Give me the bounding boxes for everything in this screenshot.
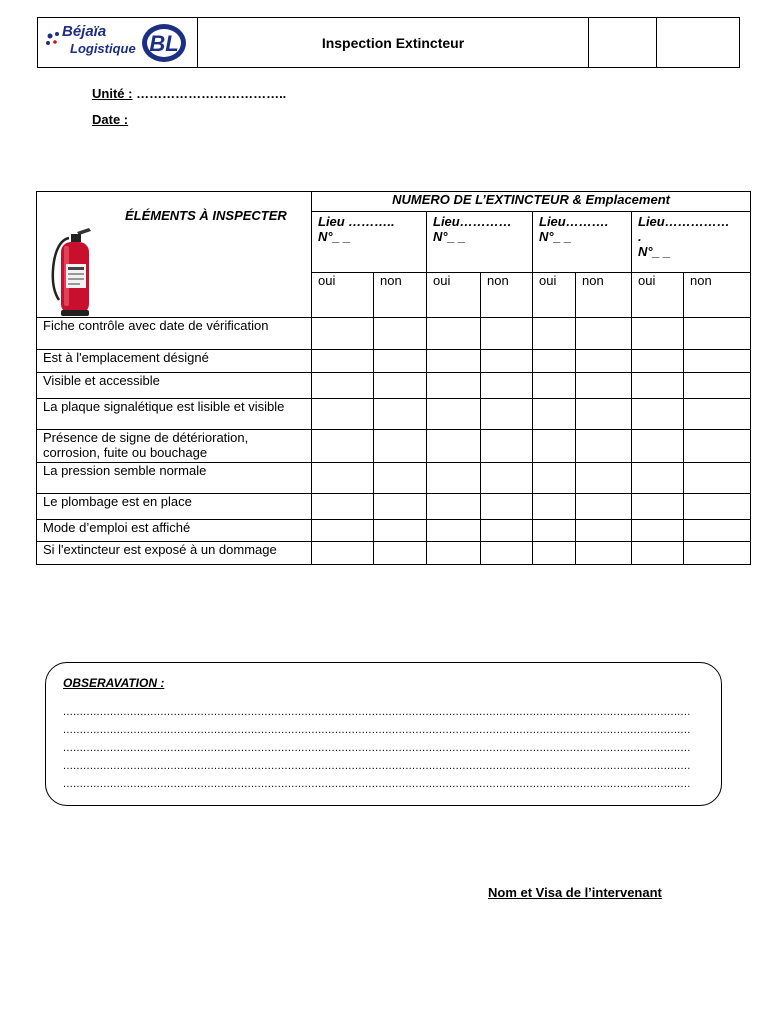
inspection-table — [36, 191, 751, 565]
oui-checkbox-cell[interactable] — [427, 318, 481, 350]
non-checkbox-cell[interactable] — [684, 542, 751, 565]
observation-title: OBSERAVATION : — [63, 676, 165, 690]
inspection-item-label: Si l'extincteur est exposé à un dommage — [37, 542, 312, 565]
non-checkbox-cell[interactable] — [481, 542, 533, 565]
inspection-item-label: Est à l'emplacement désigné — [37, 350, 312, 373]
table-row — [37, 494, 751, 520]
extinguisher-1-numero: N°_ _ — [318, 229, 351, 244]
non-checkbox-cell[interactable] — [374, 520, 427, 542]
non-checkbox-cell[interactable] — [684, 350, 751, 373]
inspection-item-label: Présence de signe de détérioration, corrosion, fuite ou bouchage — [37, 430, 312, 463]
oui-checkbox-cell[interactable] — [632, 350, 684, 373]
extinguisher-1-location[interactable] — [312, 212, 427, 273]
oui-checkbox-cell[interactable] — [312, 399, 374, 430]
inspection-item-label: Mode d’emploi est affiché — [37, 520, 312, 542]
non-checkbox-cell[interactable] — [481, 350, 533, 373]
inspection-item-label: Le plombage est en place — [37, 494, 312, 520]
non-checkbox-cell[interactable] — [684, 463, 751, 494]
extinguisher-3-numero: N°_ _ — [539, 229, 572, 244]
oui-checkbox-cell[interactable] — [427, 542, 481, 565]
oui-checkbox-cell[interactable] — [312, 350, 374, 373]
oui-checkbox-cell[interactable] — [632, 399, 684, 430]
document-header — [37, 17, 740, 68]
non-checkbox-cell[interactable] — [576, 350, 632, 373]
inspection-item-label: La pression semble normale — [37, 463, 312, 494]
non-checkbox-cell[interactable] — [481, 373, 533, 399]
oui-checkbox-cell[interactable] — [312, 463, 374, 494]
numero-header: NUMERO DE L’EXTINCTEUR & Emplacement — [312, 192, 751, 212]
non-checkbox-cell[interactable] — [684, 318, 751, 350]
non-checkbox-cell[interactable] — [374, 350, 427, 373]
date-field[interactable] — [92, 112, 128, 127]
non-checkbox-cell[interactable] — [374, 542, 427, 565]
non-checkbox-cell[interactable] — [374, 318, 427, 350]
oui-checkbox-cell[interactable] — [312, 373, 374, 399]
oui-header: oui — [427, 273, 481, 318]
non-checkbox-cell[interactable] — [481, 430, 533, 463]
oui-checkbox-cell[interactable] — [312, 430, 374, 463]
oui-checkbox-cell[interactable] — [427, 520, 481, 542]
oui-checkbox-cell[interactable] — [632, 463, 684, 494]
non-checkbox-cell[interactable] — [374, 463, 427, 494]
oui-header: oui — [312, 273, 374, 318]
table-row — [37, 373, 751, 399]
non-checkbox-cell[interactable] — [576, 399, 632, 430]
non-checkbox-cell[interactable] — [481, 520, 533, 542]
observation-line[interactable]: ........................................................................................................................................................................................... — [63, 743, 691, 753]
signature-label: Nom et Visa de l’intervenant — [488, 885, 662, 900]
table-row — [37, 542, 751, 565]
table-row — [37, 520, 751, 542]
extinguisher-3-lieu: Lieu………. — [539, 214, 609, 229]
non-checkbox-cell[interactable] — [684, 520, 751, 542]
non-checkbox-cell[interactable] — [481, 399, 533, 430]
observation-line[interactable]: ........................................................................................................................................................................................... — [63, 725, 691, 735]
non-checkbox-cell[interactable] — [684, 494, 751, 520]
non-checkbox-cell[interactable] — [684, 373, 751, 399]
non-checkbox-cell[interactable] — [576, 373, 632, 399]
logo-cell — [38, 18, 198, 67]
oui-header: oui — [632, 273, 684, 318]
unite-field[interactable] — [92, 86, 286, 101]
oui-checkbox-cell[interactable] — [632, 520, 684, 542]
table-row — [37, 399, 751, 430]
oui-checkbox-cell[interactable] — [427, 399, 481, 430]
elements-header-cell — [37, 192, 312, 318]
oui-checkbox-cell[interactable] — [533, 430, 576, 463]
oui-checkbox-cell[interactable] — [533, 350, 576, 373]
oui-checkbox-cell[interactable] — [632, 494, 684, 520]
extinguisher-2-lieu: Lieu………… — [433, 214, 512, 229]
logo-dots-icon — [44, 30, 64, 50]
table-row — [37, 318, 751, 350]
extinguisher-2-numero: N°_ _ — [433, 229, 466, 244]
oui-checkbox-cell[interactable] — [632, 542, 684, 565]
oui-checkbox-cell[interactable] — [632, 430, 684, 463]
date-label: Date : — [92, 112, 129, 127]
oui-checkbox-cell[interactable] — [427, 373, 481, 399]
elements-header: ÉLÉMENTS À INSPECTER — [125, 208, 287, 223]
oui-header: oui — [533, 273, 576, 318]
extinguisher-4-lieu: Lieu…………… — [638, 214, 730, 229]
oui-checkbox-cell[interactable] — [427, 430, 481, 463]
header-ref-cell-2 — [657, 18, 739, 67]
non-checkbox-cell[interactable] — [374, 399, 427, 430]
oui-checkbox-cell[interactable] — [533, 399, 576, 430]
company-logo — [44, 22, 192, 65]
svg-text:BL: BL — [149, 31, 179, 56]
non-checkbox-cell[interactable] — [576, 542, 632, 565]
observation-line[interactable]: ........................................................................................................................................................................................... — [63, 779, 691, 789]
oui-checkbox-cell[interactable] — [533, 463, 576, 494]
non-checkbox-cell[interactable] — [684, 399, 751, 430]
bl-logo-badge-icon — [140, 22, 188, 64]
unite-value[interactable]: …………………………….. — [132, 86, 287, 101]
extinguisher-4-lieu-cont: . — [638, 229, 642, 244]
logo-text-logistique: Logistique — [70, 41, 136, 56]
unite-label: Unité : — [92, 86, 133, 101]
header-ref-cell-1 — [589, 18, 657, 67]
extinguisher-4-numero: N°_ _ — [638, 244, 671, 259]
oui-checkbox-cell[interactable] — [312, 494, 374, 520]
observation-line[interactable]: ........................................................................................................................................................................................... — [63, 707, 691, 717]
oui-checkbox-cell[interactable] — [312, 542, 374, 565]
non-checkbox-cell[interactable] — [576, 463, 632, 494]
extinguisher-2-location[interactable] — [427, 212, 533, 273]
non-checkbox-cell[interactable] — [576, 520, 632, 542]
extinguisher-4-location[interactable] — [632, 212, 751, 273]
observation-line[interactable]: ........................................................................................................................................................................................... — [63, 761, 691, 771]
oui-checkbox-cell[interactable] — [533, 520, 576, 542]
non-checkbox-cell[interactable] — [374, 494, 427, 520]
oui-checkbox-cell[interactable] — [632, 318, 684, 350]
non-checkbox-cell[interactable] — [481, 494, 533, 520]
table-row — [37, 350, 751, 373]
observation-box — [45, 662, 722, 806]
logo-text-bejaia: Béjaïa — [62, 23, 107, 40]
non-checkbox-cell[interactable] — [684, 430, 751, 463]
oui-checkbox-cell[interactable] — [533, 318, 576, 350]
non-checkbox-cell[interactable] — [374, 430, 427, 463]
oui-checkbox-cell[interactable] — [427, 463, 481, 494]
inspection-item-label: La plaque signalétique est lisible et visible — [37, 399, 312, 430]
non-header: non — [684, 273, 751, 318]
oui-checkbox-cell[interactable] — [533, 373, 576, 399]
non-header: non — [481, 273, 533, 318]
non-checkbox-cell[interactable] — [481, 318, 533, 350]
extinguisher-1-lieu: Lieu ……….. — [318, 214, 395, 229]
document-title: Inspection Extincteur — [198, 18, 589, 67]
inspection-items — [37, 318, 751, 565]
non-checkbox-cell[interactable] — [481, 463, 533, 494]
inspection-item-label: Fiche contrôle avec date de vérification — [37, 318, 312, 350]
oui-checkbox-cell[interactable] — [533, 494, 576, 520]
non-checkbox-cell[interactable] — [576, 318, 632, 350]
inspection-item-label: Visible et accessible — [37, 373, 312, 399]
oui-checkbox-cell[interactable] — [632, 373, 684, 399]
fire-extinguisher-icon — [49, 224, 97, 320]
extinguisher-3-location[interactable] — [533, 212, 632, 273]
non-header: non — [374, 273, 427, 318]
oui-checkbox-cell[interactable] — [312, 318, 374, 350]
table-row — [37, 430, 751, 463]
oui-checkbox-cell[interactable] — [312, 520, 374, 542]
non-checkbox-cell[interactable] — [576, 494, 632, 520]
table-row — [37, 463, 751, 494]
non-header: non — [576, 273, 632, 318]
oui-checkbox-cell[interactable] — [427, 494, 481, 520]
oui-checkbox-cell[interactable] — [427, 350, 481, 373]
oui-checkbox-cell[interactable] — [533, 542, 576, 565]
non-checkbox-cell[interactable] — [576, 430, 632, 463]
non-checkbox-cell[interactable] — [374, 373, 427, 399]
